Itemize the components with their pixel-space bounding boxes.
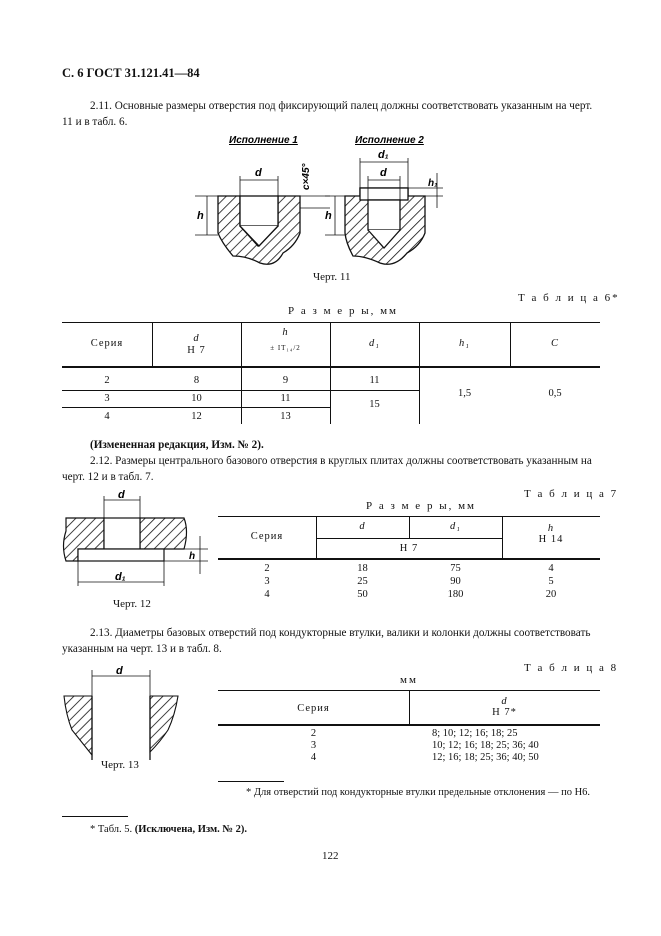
table-row-series: 2	[104, 375, 110, 386]
footnote	[90, 822, 247, 838]
t6-header-h-tol: ± IT₁₄/2	[270, 344, 301, 352]
table-row-series: 3	[310, 740, 317, 751]
table-8-units: мм	[400, 674, 418, 686]
t6-header-d: d	[193, 333, 200, 344]
fig11-d-label: d	[255, 167, 262, 179]
table-cell: 10; 12; 16; 18; 25; 36; 40	[432, 740, 539, 751]
table-cell: 4	[548, 563, 554, 574]
table-cell: 13	[280, 411, 291, 422]
t6-header-c: C	[550, 338, 559, 349]
fig12-d1-label: d₁	[115, 571, 126, 583]
table-row-series: 3	[104, 393, 110, 404]
footnote-separator	[62, 816, 128, 817]
fig12-h-label: h	[189, 551, 196, 562]
figure-12-drawing	[58, 486, 218, 596]
table-row-series: 4	[104, 411, 110, 422]
fig11-d-label-2: d	[380, 167, 387, 179]
table-cell: 75	[450, 563, 461, 574]
figure-12-caption: Черт. 12	[113, 598, 151, 610]
table-cell: 12; 16; 18; 25; 36; 40; 50	[432, 752, 539, 763]
page-number: 122	[322, 850, 339, 862]
page-header: С. 6 ГОСТ 31.121.41—84	[62, 66, 200, 80]
table-cell: 25	[357, 576, 368, 587]
figure-13-caption: Черт. 13	[101, 759, 139, 771]
paragraph-2-11: 2.11. Основные размеры отверстия под фиксирующий палец должны соответствовать указанным на черт. 11 и в табл. 6.	[62, 100, 593, 128]
t6-header-h1: h₁	[459, 338, 470, 349]
t8-header-series: Серия	[297, 703, 330, 714]
table-7-units: Р а з м е р ы, мм	[366, 500, 477, 512]
table-cell: 90	[450, 576, 461, 587]
t7-header-tol: Н 7	[399, 543, 419, 554]
figure-13-drawing	[60, 660, 190, 760]
table-cell: 11	[369, 375, 380, 386]
t6-header-h: h	[282, 327, 289, 338]
paragraph-2-13: 2.13. Диаметры базовых отверстий под кондукторные втулки, валики и колонки должны соответствовать указанным на черт. 13 и в табл. 8.	[62, 627, 591, 655]
t6-header-d1: d₁	[369, 338, 380, 349]
paragraph-2-12: 2.12. Размеры центрального базового отверстия в круглых плитах должны соответствовать указанным на черт. 12 и в табл. 7.	[62, 455, 592, 483]
table-cell: 18	[357, 563, 368, 574]
t6-header-series: Серия	[90, 338, 124, 349]
table-row-series: 2	[310, 728, 317, 739]
table-cell: 20	[545, 589, 557, 600]
figure-11-drawing	[185, 128, 475, 288]
fig11-d1-label: d₁	[378, 149, 389, 161]
table-cell: 8	[193, 375, 200, 386]
fig13-d-label: d	[116, 665, 123, 677]
table-cell: 1,5	[457, 388, 472, 399]
note-separator	[218, 781, 284, 782]
t7-header-d: d	[359, 521, 366, 532]
table-cell: 11	[280, 393, 291, 404]
t7-header-d1: d₁	[450, 521, 461, 532]
table-row-series: 4	[310, 752, 317, 763]
t7-header-series: Серия	[250, 531, 284, 542]
table-8-note: * Для отверстий под кондукторные втулки предельные отклонения — по Н6.	[246, 787, 591, 798]
table-cell: 10	[191, 393, 202, 404]
t8-header-d-tol: Н 7*	[492, 707, 517, 718]
table-6-title: Т а б л и ц а 6*	[518, 292, 620, 304]
t8-header-d: d	[501, 696, 508, 707]
fig11-h-label-2: h	[325, 210, 332, 222]
table-6-units: Р а з м е р ы, мм	[288, 305, 399, 317]
fig11-h-label: h	[197, 210, 204, 222]
t7-header-h-tol: Н 14	[538, 534, 564, 545]
table-row-series: 4	[264, 589, 270, 600]
fig11-h1-label: h₁	[428, 178, 438, 189]
t7-header-h: h	[547, 523, 555, 534]
table-cell: 50	[357, 589, 368, 600]
table-row-series: 2	[264, 563, 270, 574]
footnote-bold: (Исключена, Изм. № 2).	[134, 824, 247, 835]
table-cell: 5	[548, 576, 554, 587]
variant-2-label: Исполнение 2	[355, 135, 424, 146]
table-cell: 8; 10; 12; 16; 18; 25	[432, 728, 518, 739]
table-8-title: Т а б л и ц а 8	[524, 662, 619, 674]
fig12-d-label: d	[118, 489, 125, 501]
table-7-title: Т а б л и ц а 7	[524, 488, 619, 500]
figure-11-caption: Черт. 11	[313, 271, 351, 283]
table-cell: 0,5	[548, 388, 562, 399]
t6-header-d-tol: Н 7	[187, 345, 206, 356]
table-cell: 15	[369, 399, 380, 410]
footnote-text: * Табл. 5.	[90, 824, 133, 835]
variant-1-label: Исполнение 1	[229, 135, 298, 146]
table-cell: 12	[191, 411, 202, 422]
table-row-series: 3	[264, 576, 270, 587]
variant-1	[195, 135, 330, 264]
fig11-chamfer-label: c×45°	[301, 163, 312, 190]
amendment-note: (Измененная редакция, Изм. № 2).	[90, 439, 264, 451]
table-cell: 180	[447, 589, 464, 600]
variant-2	[325, 135, 443, 264]
table-cell: 9	[282, 375, 289, 386]
